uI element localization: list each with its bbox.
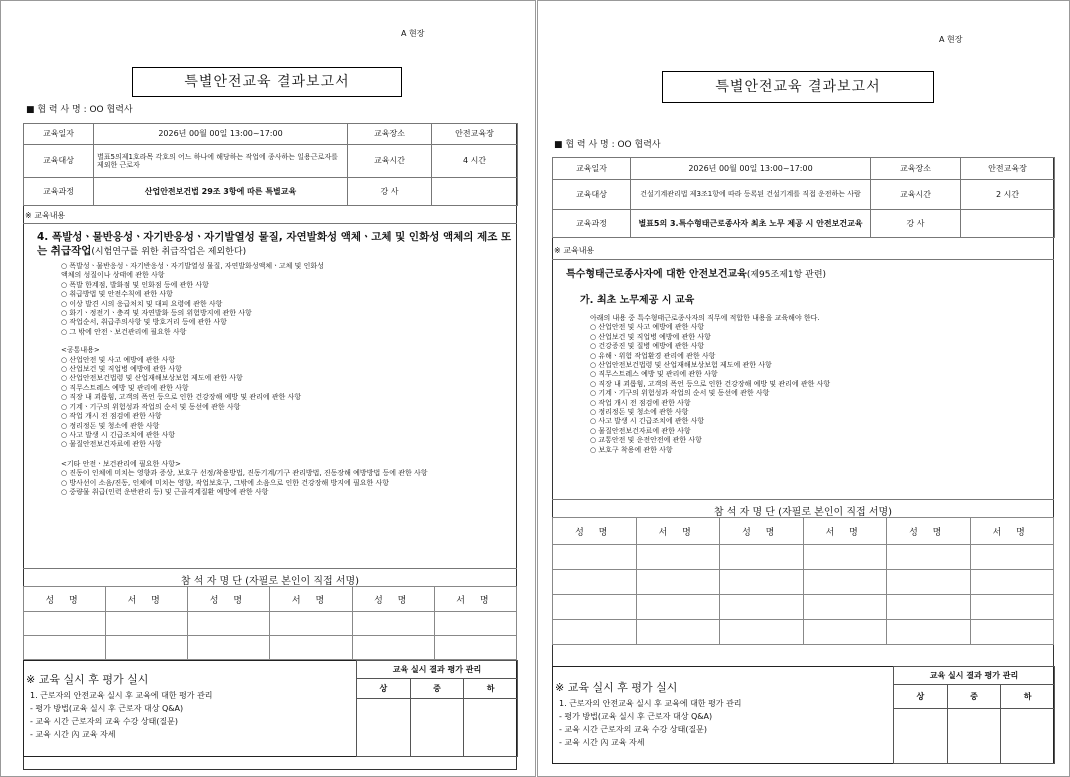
sig-cell[interactable]	[553, 595, 637, 620]
sig-header: 성 명	[24, 587, 106, 612]
sig-header: 서 명	[434, 587, 516, 612]
sig-cell[interactable]	[803, 545, 887, 570]
sig-cell[interactable]	[352, 612, 434, 636]
report-title: 특별안전교육 결과보고서	[132, 67, 402, 97]
sig-cell[interactable]	[970, 570, 1054, 595]
sig-header: 서 명	[106, 587, 188, 612]
target-label: 교육대상	[24, 145, 94, 178]
sig-cell[interactable]	[803, 570, 887, 595]
list-item: ○ 직무스트레스 예방 및 관리에 관한 사항	[590, 370, 718, 379]
content-divider	[23, 223, 517, 224]
sig-cell[interactable]	[636, 545, 720, 570]
report-page-2	[537, 0, 1070, 777]
time-label: 교육시간	[871, 180, 961, 210]
list-item: ○ 기계ㆍ기구의 위험성과 작업의 순서 및 동선에 관한 사항	[61, 402, 241, 411]
partner-name: ■ 협 력 사 명 : OO 협력사	[554, 140, 661, 150]
list-item: ○ 교통안전 및 운전안전에 관한 사항	[590, 436, 702, 445]
list-item: ○ 물질안전보건자료에 관한 사항	[590, 426, 691, 435]
eval-title: ※ 교육 실시 후 평가 실시	[26, 673, 149, 686]
sig-cell[interactable]	[720, 595, 804, 620]
list-item: ○ 작업 개시 전 점검에 관한 사항	[590, 398, 691, 407]
time-label: 교육시간	[348, 145, 432, 178]
eval-text	[555, 679, 895, 749]
sig-cell[interactable]	[720, 570, 804, 595]
list-item: ○ 유해ㆍ위험 작업환경 관리에 관한 사항	[590, 351, 716, 360]
partner-name: ■ 협 력 사 명 : OO 협력사	[26, 105, 133, 115]
content-label: ※ 교육내용	[554, 246, 595, 255]
date-label: 교육일자	[24, 124, 94, 145]
list-item: ○ 보호구 착용에 관한 사항	[590, 445, 673, 454]
list-item: 액체의 성질이나 상태에 관한 사항	[61, 271, 165, 280]
sig-cell[interactable]	[24, 636, 106, 660]
sig-cell[interactable]	[106, 636, 188, 660]
grade-cell[interactable]	[1001, 709, 1055, 764]
course-label: 교육과정	[24, 178, 94, 206]
sig-cell[interactable]	[434, 612, 516, 636]
grade-cell[interactable]	[894, 709, 948, 764]
sig-cell[interactable]	[803, 595, 887, 620]
grade-low: 하	[464, 679, 518, 699]
sig-cell[interactable]	[887, 595, 971, 620]
list-item: ○ 산업안전보건법령 및 산업재해보상보험 제도에 관한 사항	[590, 361, 772, 370]
sig-cell[interactable]	[270, 612, 352, 636]
content-items	[566, 314, 1046, 455]
eval-line: - 교육 시간 근로자의 교육 수강 상태(질문)	[30, 717, 179, 726]
list-item: ○ 기계ㆍ기구의 위험성과 작업의 순서 및 동선에 관한 사항	[590, 389, 770, 398]
sig-cell[interactable]	[553, 545, 637, 570]
sig-cell[interactable]	[887, 620, 971, 645]
list-item: ○ 작업 개시 전 점검에 관한 사항	[61, 412, 162, 421]
eval-box	[552, 666, 1054, 764]
sig-cell[interactable]	[803, 620, 887, 645]
date-label: 교육일자	[553, 158, 631, 180]
sig-cell[interactable]	[434, 636, 516, 660]
target-value: 건설기계관리법 제3조1항에 따라 등록된 건설기계를 직접 운전하는 사람	[631, 180, 871, 210]
course-value: 별표5의 3.특수형태근로종사자 최초 노무 제공 시 안전보건교육	[631, 210, 871, 238]
content-intro: 아래의 내용 중 특수형태근로종사자의 직무에 적합한 내용을 교육해야 한다.	[590, 314, 820, 322]
list-item: ○ 산업보건 및 직업병 예방에 관한 사항	[590, 332, 711, 341]
info-table-wrap	[552, 157, 1054, 238]
list-item: ○ 산업안전 및 사고 예방에 관한 사항	[590, 323, 705, 332]
sig-divider	[552, 499, 1054, 500]
list-item: ○ 사고 발생 시 긴급조치에 관한 사항	[61, 430, 176, 439]
eval-title: ※ 교육 실시 후 평가 실시	[555, 681, 678, 694]
sig-cell[interactable]	[24, 612, 106, 636]
content-divider	[552, 259, 1054, 260]
instructor-label: 강 사	[348, 178, 432, 206]
place-label: 교육장소	[348, 124, 432, 145]
list-item: ○ 산업안전 및 사고 예방에 관한 사항	[61, 355, 176, 364]
sig-cell[interactable]	[352, 636, 434, 660]
sig-cell[interactable]	[887, 570, 971, 595]
site-name: A 현장	[939, 35, 963, 44]
grade-cell[interactable]	[947, 709, 1001, 764]
eval-table-title: 교육 실시 결과 평가 관리	[357, 661, 518, 679]
sig-cell[interactable]	[188, 636, 270, 660]
place-value: 안전교육장	[432, 124, 518, 145]
list-item: ○ 산업안전보건법령 및 산업재해보상보험 제도에 관한 사항	[61, 374, 243, 383]
sig-cell[interactable]	[970, 620, 1054, 645]
sig-header: 성 명	[553, 518, 637, 545]
sig-title: 참 석 자 명 단 (자필로 본인이 직접 서명)	[180, 576, 360, 587]
target-value: 별표5의제1호라목 각호의 어느 하나에 해당하는 작업에 종사하는 일용근로자를 제외한 근로자	[94, 145, 348, 178]
list-item: ○ 물질안전보건자료에 관한 사항	[61, 440, 162, 449]
sig-cell[interactable]	[970, 595, 1054, 620]
sig-cell[interactable]	[553, 620, 637, 645]
sig-cell[interactable]	[553, 570, 637, 595]
sig-cell[interactable]	[636, 620, 720, 645]
eval-table	[356, 660, 518, 757]
sig-header: 성 명	[352, 587, 434, 612]
list-item: ○ 직장 내 괴롭힘, 고객의 폭언 등으로 인한 건강장해 예방 및 관리에 관한 사항	[61, 393, 302, 402]
grade-mid: 중	[410, 679, 464, 699]
signature-table	[552, 517, 1054, 645]
eval-text	[26, 671, 356, 741]
date-value: 2026년 00월 00일 13:00~17:00	[631, 158, 871, 180]
content-heading: 4. 폭발성ㆍ물반응성ㆍ자기반응성ㆍ자기발열성 물질, 자연발화성 액체ㆍ고체 및 인화성 액체의 제조 또는 취급작업(시험연구를 위한 취급작업은 제외한다)	[37, 231, 512, 257]
sig-header: 성 명	[887, 518, 971, 545]
etc-label: <기타 안전ㆍ보건관리에 필요한 사항>	[61, 459, 181, 468]
info-table-wrap	[23, 123, 517, 206]
sig-cell[interactable]	[970, 545, 1054, 570]
list-item: ○ 취급방법 및 안전수칙에 관한 사항	[61, 290, 173, 299]
list-item: ○ 폭발 한계점, 발화점 및 인화점 등에 관한 사항	[61, 280, 209, 289]
list-item: ○ 그 밖에 안전ㆍ보건관리에 필요한 사항	[61, 327, 187, 336]
target-label: 교육대상	[553, 180, 631, 210]
list-item: ○ 정리정돈 및 청소에 관한 사항	[61, 421, 160, 430]
instructor-label: 강 사	[871, 210, 961, 238]
eval-line: - 교육 시간 근로자의 교육 수강 상태(질문)	[559, 725, 708, 734]
content-label: ※ 교육내용	[25, 211, 66, 220]
time-value: 4 시간	[432, 145, 518, 178]
grade-cell[interactable]	[464, 699, 518, 757]
grade-mid: 중	[947, 685, 1001, 709]
list-item: ○ 방사선이 소음/진동, 인체에 미치는 영향, 작업보호구, 그밖에 소음으로 인한 건강장해 방지에 필요한 사항	[61, 478, 390, 487]
sig-header: 성 명	[188, 587, 270, 612]
content-heading: 특수형태근로종사자에 대한 안전보건교육(제95조제1항 관련)	[566, 269, 827, 280]
eval-box	[23, 660, 517, 757]
info-table	[23, 123, 518, 206]
place-label: 교육장소	[871, 158, 961, 180]
instructor-value	[432, 178, 518, 206]
instructor-value	[961, 210, 1055, 238]
sig-title: 참 석 자 명 단 (자필로 본인이 직접 서명)	[713, 507, 893, 518]
eval-line: 1. 근로자의 안전교육 실시 후 교육에 대한 평가 관리	[30, 691, 213, 700]
grade-low: 하	[1001, 685, 1055, 709]
eval-line: 1. 근로자의 안전교육 실시 후 교육에 대한 평가 관리	[559, 699, 742, 708]
list-item: ○ 직장 내 괴롭힘, 고객의 폭언 등으로 인한 건강장해 예방 및 관리에 관한 사항	[590, 379, 831, 388]
signature-table	[23, 586, 517, 660]
eval-table	[893, 666, 1055, 764]
sig-divider	[23, 568, 517, 569]
sig-header: 서 명	[636, 518, 720, 545]
sig-cell[interactable]	[887, 545, 971, 570]
time-value: 2 시간	[961, 180, 1055, 210]
course-label: 교육과정	[553, 210, 631, 238]
list-item: ○ 직무스트레스 예방 및 관리에 관한 사항	[61, 383, 189, 392]
list-item: ○ 정리정돈 및 청소에 관한 사항	[590, 408, 689, 417]
sig-cell[interactable]	[106, 612, 188, 636]
eval-line: - 교육 시간 內 교육 자세	[559, 738, 645, 747]
content-body	[37, 230, 515, 497]
list-item: ○ 화기ㆍ정전기ㆍ충격 및 자연발화 등의 위험방지에 관한 사항	[61, 309, 252, 318]
sig-header: 서 명	[970, 518, 1054, 545]
list-item: ○ 중량물 취급(인력 운반관리 등) 및 근골격계질환 예방에 관한 사항	[61, 487, 269, 496]
common-label: <공통내용>	[61, 346, 100, 355]
sig-header: 성 명	[720, 518, 804, 545]
course-value: 산업안전보건법 29조 3항에 따른 특별교육	[94, 178, 348, 206]
hazard-items	[37, 262, 515, 497]
eval-line: - 평가 방법(교육 실시 후 근로자 대상 Q&A)	[30, 704, 184, 713]
list-item: ○ 폭발성ㆍ물반응성ㆍ자기반응성ㆍ자기발열성 물질, 자연발화성액체ㆍ고체 및 인화성	[61, 262, 324, 270]
eval-line: - 교육 시간 內 교육 자세	[30, 730, 116, 739]
sig-cell[interactable]	[720, 620, 804, 645]
grade-cell[interactable]	[410, 699, 464, 757]
place-value: 안전교육장	[961, 158, 1055, 180]
site-name: A 현장	[401, 29, 425, 38]
grade-high: 상	[894, 685, 948, 709]
list-item: ○ 이상 발견 시의 응급처치 및 대피 요령에 관한 사항	[61, 299, 223, 308]
grade-high: 상	[357, 679, 411, 699]
sig-cell[interactable]	[188, 612, 270, 636]
sig-cell[interactable]	[636, 570, 720, 595]
list-item: ○ 작업순서, 취급주의사항 및 방호거리 등에 관한 사항	[61, 318, 227, 327]
eval-line: - 평가 방법(교육 실시 후 근로자 대상 Q&A)	[559, 712, 713, 721]
sig-header: 서 명	[270, 587, 352, 612]
subheading-ga: 가. 최초 노무제공 시 교육	[580, 295, 695, 306]
content-body	[566, 268, 1046, 455]
list-item: ○ 산업보건 및 직업병 예방에 관한 사항	[61, 365, 182, 374]
eval-table-title: 교육 실시 결과 평가 관리	[894, 667, 1055, 685]
list-item: ○ 사고 발생 시 긴급조치에 관한 사항	[590, 417, 705, 426]
sig-cell[interactable]	[636, 595, 720, 620]
list-item: ○ 건강증진 및 질병 예방에 관한 사항	[590, 342, 705, 351]
sig-cell[interactable]	[270, 636, 352, 660]
report-title: 특별안전교육 결과보고서	[662, 71, 934, 103]
date-value: 2026년 00월 00일 13:00~17:00	[94, 124, 348, 145]
info-table	[552, 157, 1055, 238]
sig-cell[interactable]	[720, 545, 804, 570]
list-item: ○ 진동이 인체에 미치는 영향과 증상, 보호구 선정/착용방법, 진동기계/기구 관리방법, 진동장해 예방방법 등에 관한 사항	[61, 469, 428, 478]
sig-header: 서 명	[803, 518, 887, 545]
grade-cell[interactable]	[357, 699, 411, 757]
